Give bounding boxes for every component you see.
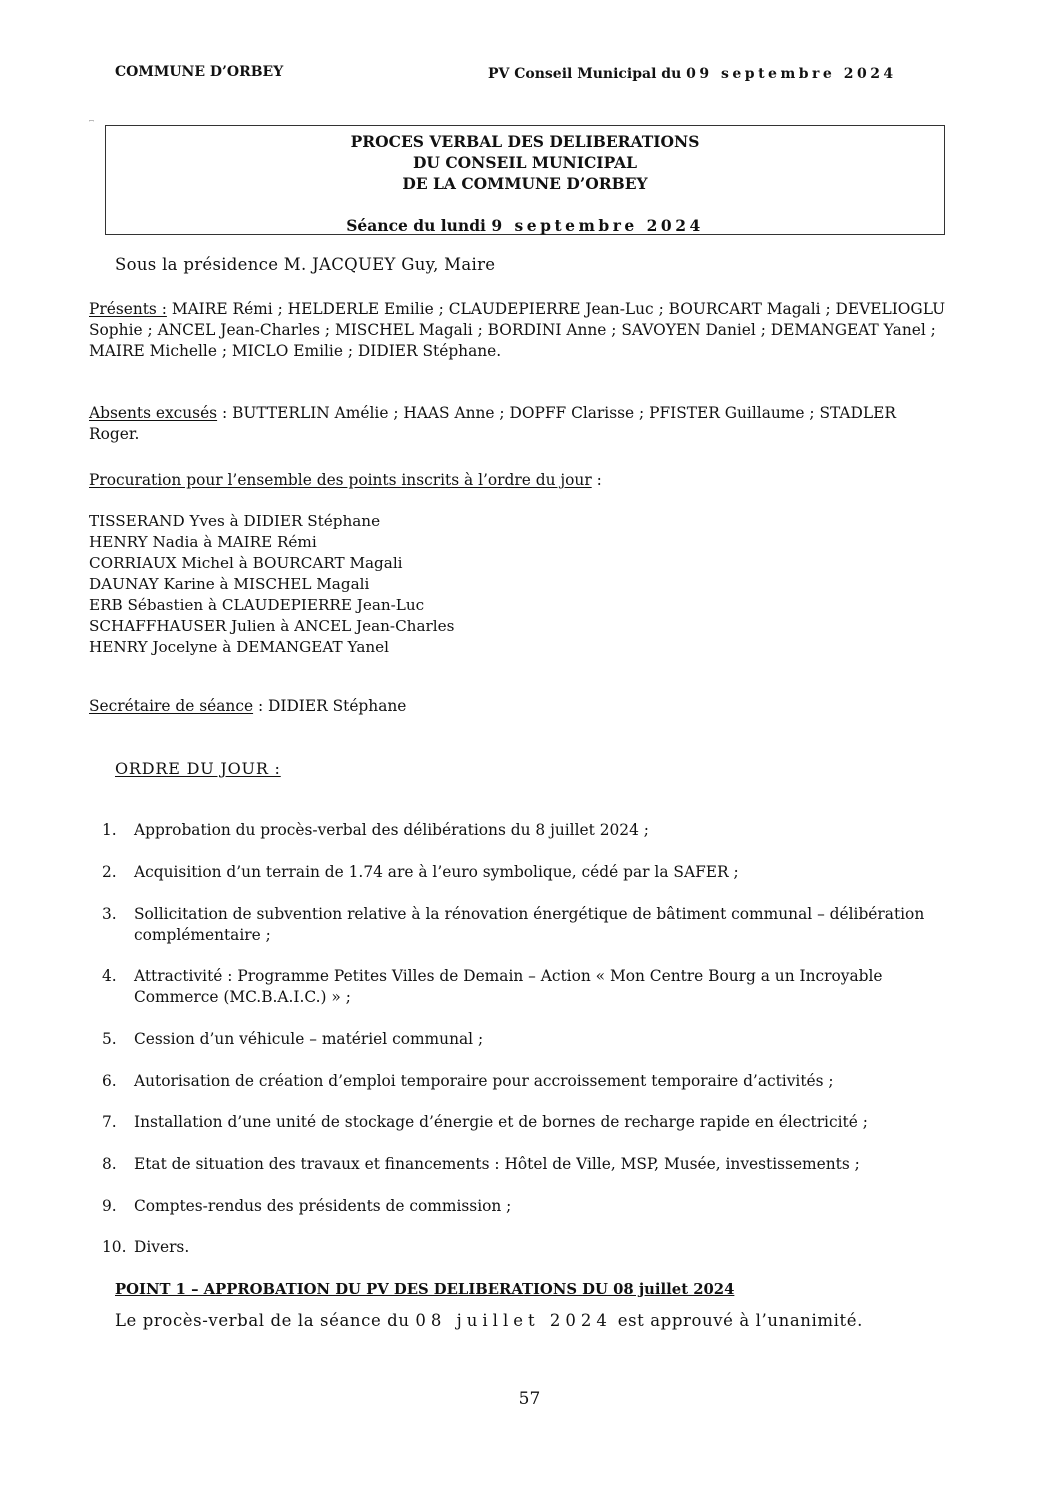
procuration-item: HENRY Nadia à MAIRE Rémi <box>89 533 317 551</box>
commune-header: COMMUNE D’ORBEY <box>115 64 284 80</box>
agenda-item-text: Installation d’une unité de stockage d’énergie et de bornes de recharge rapide en électricité ; <box>134 1113 868 1131</box>
agenda-item-number: 9. <box>102 1197 117 1215</box>
margin-mark: ꟷ <box>89 118 94 125</box>
absents-paragraph <box>89 403 949 445</box>
presents-paragraph <box>89 299 949 362</box>
procuration-item: HENRY Jocelyne à DEMANGEAT Yanel <box>89 638 389 656</box>
absents-colon: : <box>222 404 233 422</box>
absents-label: Absents excusés <box>89 404 218 422</box>
agenda-item-number: 1. <box>102 821 117 839</box>
agenda-item-text: Comptes-rendus des présidents de commission ; <box>134 1197 512 1215</box>
agenda-item-number: 7. <box>102 1113 117 1131</box>
agenda-item-text: Sollicitation de subvention relative à la rénovation énergétique de bâtiment communal – délibération complémentaire ; <box>134 905 925 944</box>
pv-header <box>488 66 897 82</box>
procuration-item: CORRIAUX Michel à BOURCART Magali <box>89 554 403 572</box>
seance-prefix: Séance du lundi <box>346 216 486 235</box>
agenda-item-number: 3. <box>102 905 117 923</box>
seance-line <box>106 215 944 236</box>
page-number: 57 <box>518 1389 541 1409</box>
title-line-3: DE LA COMMUNE D’ORBEY <box>402 174 648 193</box>
pv-header-date: 09 septembre 2024 <box>686 66 897 82</box>
agenda-item-text: Divers. <box>134 1238 190 1256</box>
title-line-2: DU CONSEIL MUNICIPAL <box>412 153 638 172</box>
procuration-item: TISSERAND Yves à DIDIER Stéphane <box>89 512 381 530</box>
agenda-item-number: 2. <box>102 863 117 881</box>
agenda-item-number: 5. <box>102 1030 117 1048</box>
ordre-du-jour-heading: ORDRE DU JOUR : <box>115 759 281 778</box>
presents-label: Présents : <box>89 300 167 318</box>
agenda-item-number: 4. <box>102 967 117 985</box>
procuration-item: DAUNAY Karine à MISCHEL Magali <box>89 575 370 593</box>
procuration-label: Procuration pour l’ensemble des points inscrits à l’ordre du jour <box>89 471 592 489</box>
secretaire-value: DIDIER Stéphane <box>268 697 407 715</box>
pv-header-prefix: PV Conseil Municipal du <box>488 66 682 82</box>
title-line-1: PROCES VERBAL DES DELIBERATIONS <box>350 132 700 151</box>
agenda-item-number: 10. <box>102 1238 127 1256</box>
point-1-text <box>115 1311 863 1330</box>
agenda-item-number: 6. <box>102 1072 117 1090</box>
secretaire-colon: : <box>257 697 269 715</box>
agenda-item-text: Acquisition d’un terrain de 1.74 are à l’euro symbolique, cédé par la SAFER ; <box>134 863 739 881</box>
procuration-colon: : <box>596 471 602 489</box>
agenda-item-text: Etat de situation des travaux et financements : Hôtel de Ville, MSP, Musée, investissements ; <box>134 1155 860 1173</box>
point-1-date: 08 juillet 2024 <box>415 1311 612 1330</box>
point-1-text-after: est approuvé à l’unanimité. <box>617 1311 863 1330</box>
procuration-heading <box>89 470 949 491</box>
procuration-item: SCHAFFHAUSER Julien à ANCEL Jean-Charles <box>89 617 455 635</box>
procuration-list <box>89 511 454 658</box>
procuration-item: ERB Sébastien à CLAUDEPIERRE Jean-Luc <box>89 596 425 614</box>
presidence-line: Sous la présidence M. JACQUEY Guy, Maire <box>115 255 496 274</box>
agenda-item-text: Cession d’un véhicule – matériel communal ; <box>134 1030 484 1048</box>
title-box <box>105 125 945 235</box>
agenda-item-text: Attractivité : Programme Petites Villes de Demain – Action « Mon Centre Bourg a un Incroyable Commerce (MC.B.A.I.C.) » ; <box>134 967 883 1006</box>
secretaire-label: Secrétaire de séance <box>89 697 254 715</box>
agenda-item-number: 8. <box>102 1155 117 1173</box>
agenda-item-text: Autorisation de création d’emploi temporaire pour accroissement temporaire d’activités ; <box>134 1072 834 1090</box>
point-1-text-before: Le procès-verbal de la séance du <box>115 1311 410 1330</box>
secretaire-line <box>89 696 949 717</box>
presents-list: MAIRE Rémi ; HELDERLE Emilie ; CLAUDEPIERRE Jean-Luc ; BOURCART Magali ; DEVELIOGLU Sophie ; ANCEL Jean-Charles ; MISCHEL Magali ; BORDINI Anne ; SAVOYEN Daniel ; DEMANGEAT Yanel ; MAIRE Michelle ; MICLO Emilie ; DIDIER Stéphane. <box>89 300 946 360</box>
absents-list: BUTTERLIN Amélie ; HAAS Anne ; DOPFF Clarisse ; PFISTER Guillaume ; STADLER Roger. <box>89 404 896 443</box>
agenda-item-text: Approbation du procès-verbal des délibérations du 8 juillet 2024 ; <box>134 821 649 839</box>
seance-date: 9 septembre 2024 <box>491 216 704 235</box>
point-1-title: POINT 1 – APPROBATION DU PV DES DELIBERATIONS DU 08 juillet 2024 <box>115 1281 735 1298</box>
